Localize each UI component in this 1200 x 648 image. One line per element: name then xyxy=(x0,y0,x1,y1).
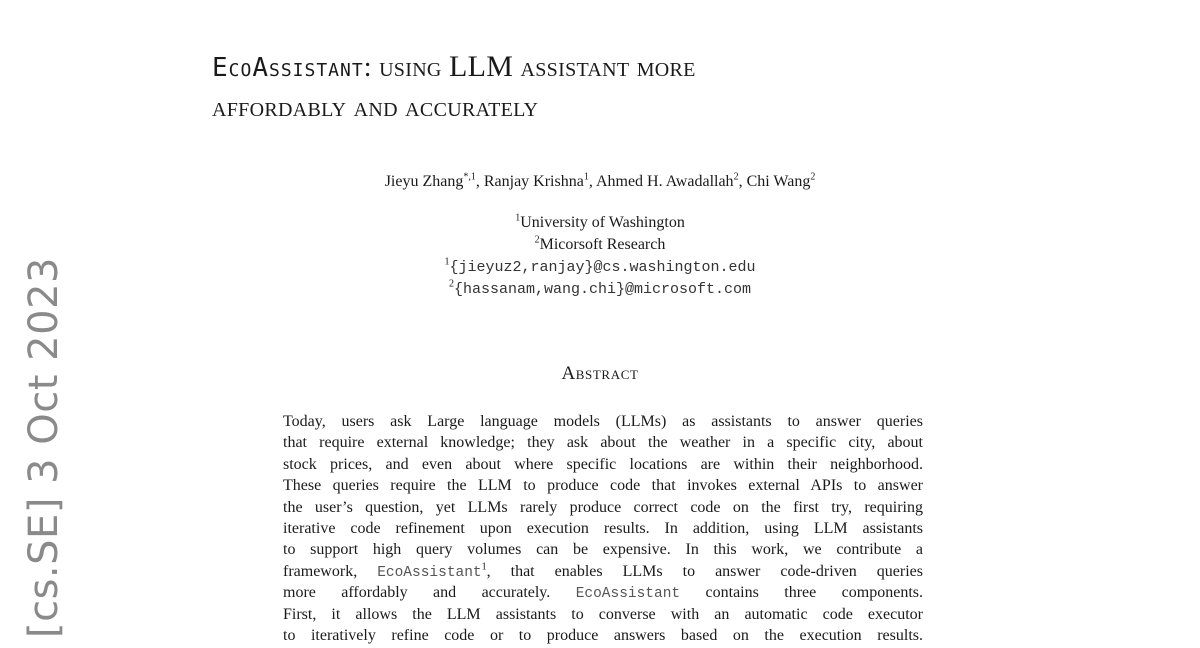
email-sup: 1 xyxy=(444,256,450,268)
affiliation-text: Micorsoft Research xyxy=(539,236,666,253)
abstract-heading: Abstract xyxy=(561,363,639,384)
affiliation-sup: 2 xyxy=(534,234,540,246)
abstract-line: that require external knowledge; they ask about the weather in a specific city, about xyxy=(283,434,923,452)
affiliation-text: University of Washington xyxy=(520,214,685,231)
title-name-eco: Eco xyxy=(212,53,253,83)
title-name-assistant: Assistant xyxy=(252,53,364,83)
abstract-line-framework xyxy=(283,561,923,582)
code-ecoassistant: EcoAssistant xyxy=(575,586,681,603)
email-line-1 xyxy=(0,257,1200,278)
affiliation-sup: 1 xyxy=(515,212,521,224)
abstract-line: stock prices, and even about where specific locations are within their neighborhood. xyxy=(283,455,923,473)
abstract-text: contains three components. xyxy=(680,584,923,602)
abstract-line: These queries require the LLM to produce code that invokes external APIs to answer xyxy=(283,477,923,495)
email-text[interactable]: {hassanam,wang.chi}@microsoft.com xyxy=(453,281,752,298)
paper-title-line-1 xyxy=(212,50,696,85)
code-ecoassistant: EcoAssistant xyxy=(377,564,482,581)
author-name: Jieyu Zhang xyxy=(384,173,464,190)
arxiv-stamp: [cs.SE] 3 Oct 2023 xyxy=(21,257,67,638)
footnote-mark[interactable]: 1 xyxy=(481,561,487,573)
email-sup: 2 xyxy=(448,278,454,290)
abstract-body xyxy=(283,411,923,646)
abstract-line: Today, users ask Large language models (LLMs) as assistants to answer queries xyxy=(283,413,923,430)
abstract-text: , that enables LLMs to answer code-driven queries xyxy=(486,562,924,580)
affiliation-2 xyxy=(0,235,1200,255)
abstract-line: to support high query volumes can be expensive. In this work, we contribute a xyxy=(283,541,923,559)
title-rest-line1: assistant more xyxy=(513,52,696,83)
author-sup: 2 xyxy=(810,171,816,183)
abstract-line-components xyxy=(283,582,923,603)
title-colon-using: : using xyxy=(363,52,449,83)
author-name: , Ranjay Krishna xyxy=(475,173,584,190)
abstract-text: more affordably and accurately. xyxy=(283,584,576,602)
author-name: , Chi Wang xyxy=(738,173,811,190)
abstract-line: to iteratively refine code or to produce answers based on the execution results. xyxy=(283,626,923,644)
author-sup: *,1 xyxy=(463,171,476,183)
abstract-line: First, it allows the LLM assistants to converse with an automatic code executor xyxy=(283,605,923,623)
paper-title-line-2: affordably and accurately xyxy=(212,92,539,123)
author-sup: 2 xyxy=(733,171,739,183)
title-llm: LLM xyxy=(448,50,514,83)
abstract-line: iterative code refinement upon execution results. In addition, using LLM assistants xyxy=(283,519,923,537)
affiliation-1 xyxy=(0,213,1200,233)
author-sup: 1 xyxy=(583,171,589,183)
email-line-2 xyxy=(0,279,1200,300)
abstract-line: the user’s question, yet LLMs rarely produce correct code on the first try, requiring xyxy=(283,498,923,516)
author-list xyxy=(0,172,1200,192)
abstract-text: framework, xyxy=(283,562,378,580)
email-text[interactable]: {jieyuz2,ranjay}@cs.washington.edu xyxy=(449,259,756,276)
author-name: , Ahmed H. Awadallah xyxy=(588,173,734,190)
